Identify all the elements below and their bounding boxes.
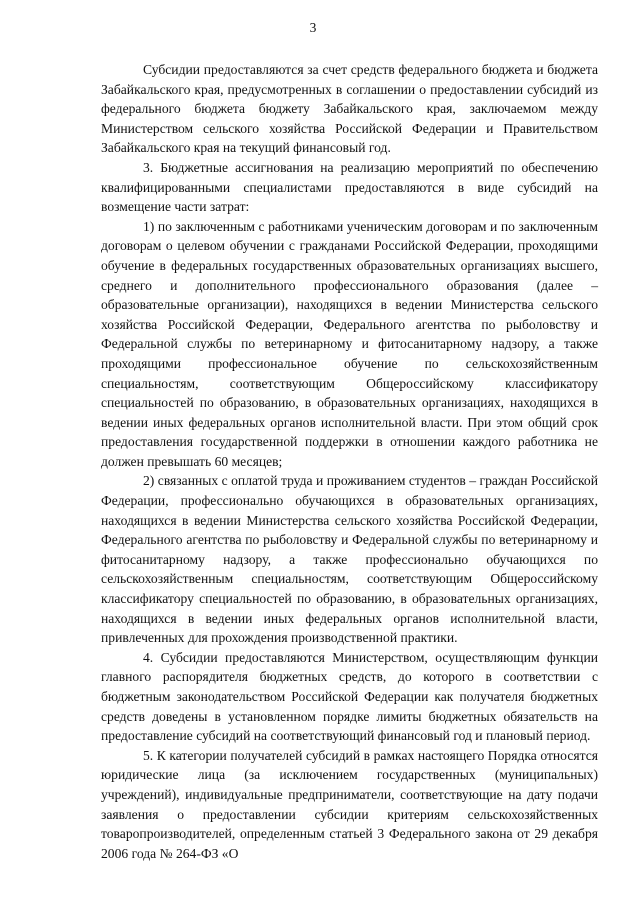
paragraph-3-item-1: 1) по заключенным с работниками ученическим договорам и по заключенным договорам о целевом обучении с гражданами Российской Федерации, проходящими обучение в федеральных государственных образовательных организациях высшего, среднего и дополнительного профессионального образования (далее – образовательные организации), находящихся в ведении Министерства сельского хозяйства Российской Федерации, Федерального агентства по рыболовству и Федеральной службы по ветеринарному и фитосанитарному надзору, а также проходящими профессиональное обучение по сельскохозяйственным специальностям, соответствующим Общероссийскому классификатору специальностей по образованию, в образовательных организациях, находящихся в ведении иных федеральных органов исполнительной власти. При этом общий срок предоставления государственной поддержки в отношении каждого работника не должен превышать 60 месяцев;: [101, 218, 598, 469]
document-body: [101, 60, 598, 863]
page-number: 3: [309, 20, 317, 35]
paragraph-subsidy-sources: Субсидии предоставляются за счет средств федерального бюджета и бюджета Забайкальского края, предусмотренных в соглашении о предоставлении субсидий из федерального бюджета бюджету Забайкальского края, заключаемом между Министерством сельского хозяйства Российской Федерации и Правительством Забайкальского края на текущий финансовый год.: [101, 62, 598, 156]
paragraph-3-item-2: 2) связанных с оплатой труда и проживанием студентов – граждан Российской Федерации, профессионально обучающихся в образовательных организациях, находящихся в ведении Министерства сельского хозяйства Российской Федерации, Федерального агентства по рыболовству и Федеральной службы по ветеринарному и фитосанитарному надзору, а также профессионально обучающихся по сельскохозяйственным специальностям, соответствующим Общероссийскому классификатору специальностей по образованию, в образовательных организациях, находящихся в ведении иных федеральных органов исполнительной власти, привлеченных для прохождения производственной практики.: [101, 473, 598, 646]
paragraph-4-ministry: 4. Субсидии предоставляются Министерством, осуществляющим функции главного распорядителя бюджетных средств, до которого в соответствии с бюджетным законодательством Российской Федерации как получателя бюджетных средств доведены в установленном порядке лимиты бюджетных обязательств на предоставление субсидий на соответствующий финансовый год и плановый период.: [101, 649, 598, 744]
paragraph-5-recipients: 5. К категории получателей субсидий в рамках настоящего Порядка относятся юридические лица (за исключением государственных (муниципальных) учреждений), индивидуальные предприниматели, соответствующие на дату подачи заявления о предоставлении субсидии критериям сельскохозяйственных товаропроизводителей, определенным статьей 3 Федерального закона от 29 декабря 2006 года № 264-ФЗ «О: [101, 747, 598, 861]
paragraph-3-budget-allocations: 3. Бюджетные ассигнования на реализацию мероприятий по обеспечению квалифицированными специалистами предоставляются в виде субсидий на возмещение части затрат:: [101, 159, 598, 215]
